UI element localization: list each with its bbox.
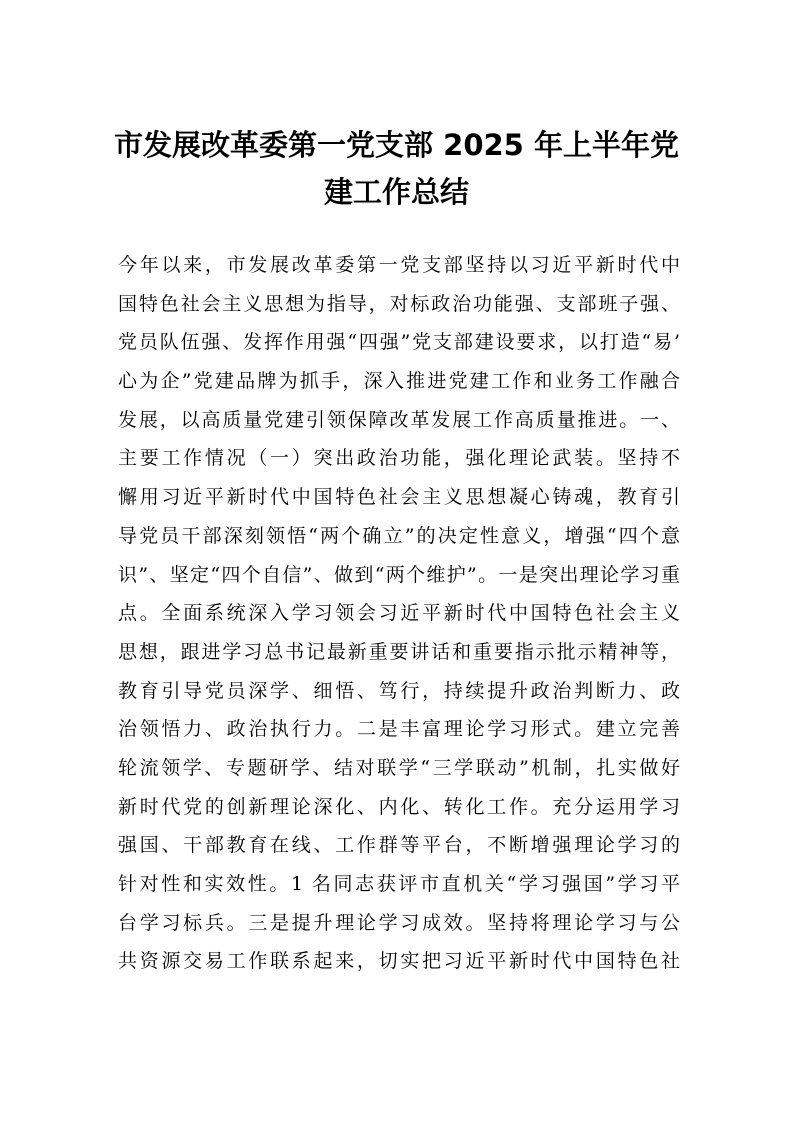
body-line: 发展，以高质量党建引领保障改革发展工作高质量推进。一、 xyxy=(118,408,680,431)
body-line: 懈用习近平新时代中国特色社会主义思想凝心铸魂，教育引 xyxy=(118,486,680,509)
document-body xyxy=(118,246,680,981)
body-line: 轮流领学、专题研学、结对联学“三学联动”机制，扎实做好 xyxy=(118,756,680,779)
body-line: 国特色社会主义思想为指导，对标政治功能强、支部班子强、 xyxy=(118,292,680,315)
body-line: 共资源交易工作联系起来，切实把习近平新时代中国特色社 xyxy=(118,950,680,973)
body-line: 新时代党的创新理论深化、内化、转化工作。充分运用学习 xyxy=(118,795,680,818)
title-line: 市发展改革委第一党支部 2025 年上半年党 xyxy=(114,128,679,162)
body-line: 主要工作情况（一）突出政治功能，强化理论武装。坚持不 xyxy=(118,447,680,470)
title-line: 建工作总结 xyxy=(323,175,469,209)
body-line: 治领悟力、政治执行力。二是丰富理论学习形式。建立完善 xyxy=(118,718,680,741)
document-title xyxy=(100,122,693,216)
body-line: 识”、坚定“四个自信”、做到“两个维护”。一是突出理论学习重 xyxy=(118,563,680,586)
body-line: 针对性和实效性。1 名同志获评市直机关“学习强国”学习平 xyxy=(118,873,680,895)
body-line: 强国、干部教育在线、工作群等平台，不断增强理论学习的 xyxy=(118,834,680,857)
body-line: 党员队伍强、发挥作用强“四强”党支部建设要求，以打造“易’ xyxy=(118,331,680,354)
body-line: 点。全面系统深入学习领会习近平新时代中国特色社会主义 xyxy=(118,602,680,625)
body-line: 台学习标兵。三是提升理论学习成效。坚持将理论学习与公 xyxy=(118,911,680,934)
body-line: 心为企”党建品牌为抓手，深入推进党建工作和业务工作融合 xyxy=(118,370,680,393)
body-line: 导党员干部深刻领悟“两个确立”的决定性意义，增强“四个意 xyxy=(118,524,680,547)
body-line: 思想，跟进学习总书记最新重要讲话和重要指示批示精神等， xyxy=(118,640,680,663)
body-line: 今年以来，市发展改革委第一党支部坚持以习近平新时代中 xyxy=(118,254,680,276)
body-line: 教育引导党员深学、细悟、笃行，持续提升政治判断力、政 xyxy=(118,679,680,702)
